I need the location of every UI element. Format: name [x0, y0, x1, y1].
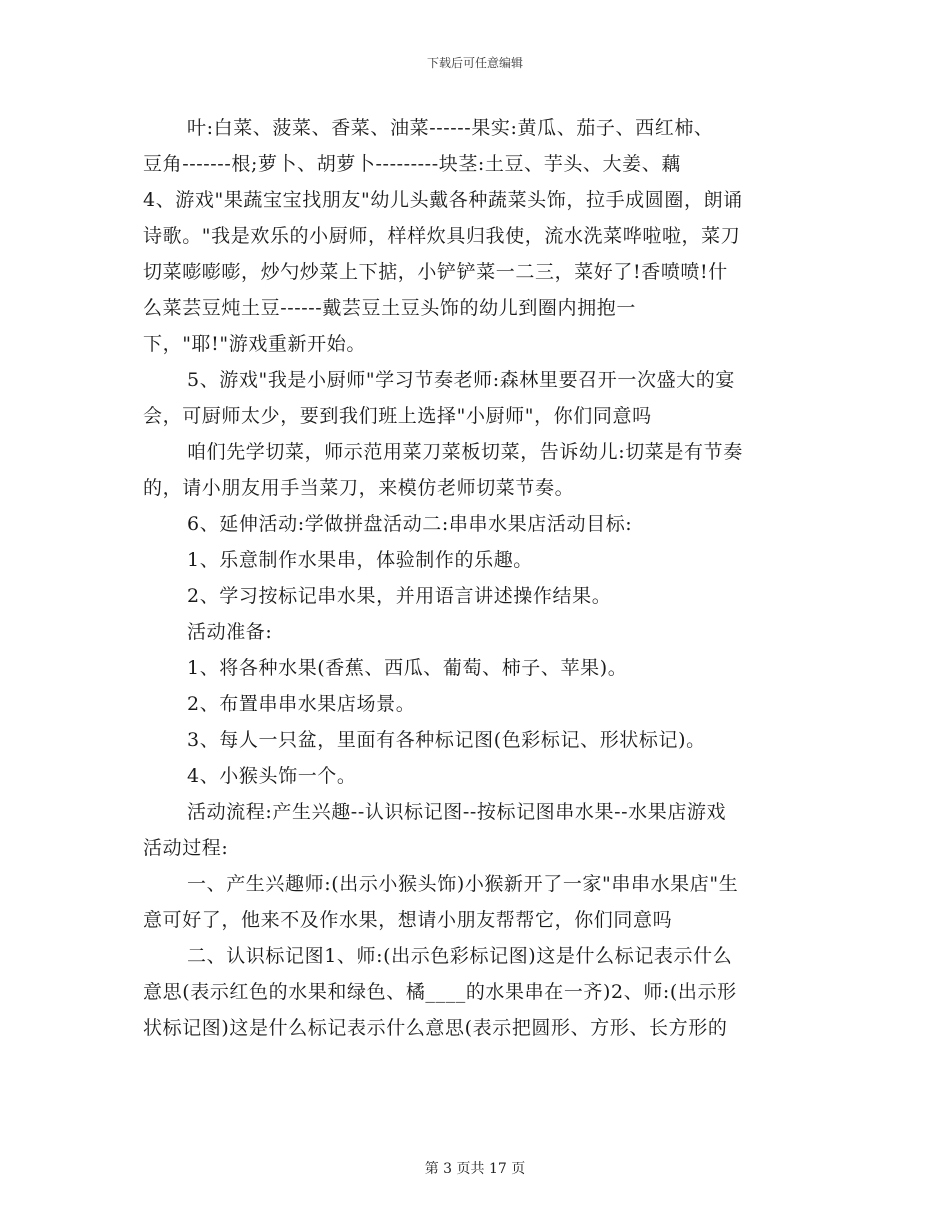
text-line: 5、游戏"我是小厨师"学习节奏老师:森林里要召开一次盛大的宴 — [187, 369, 735, 391]
text-line: 下，"耶!"游戏重新开始。 — [143, 333, 366, 355]
text-line: 2、布置串串水果店场景。 — [187, 693, 416, 715]
text-line: 会，可厨师太少，要到我们班上选择"小厨师"，你们同意吗 — [143, 405, 652, 427]
text-line: 切菜嘭嘭嘭，炒勺炒菜上下掂，小铲铲菜一二三，菜好了!香喷喷!什 — [143, 261, 728, 283]
text-line: 活动准备: — [187, 621, 273, 643]
text-line: 活动流程:产生兴趣--认识标记图--按标记图串水果--水果店游戏 — [187, 801, 727, 823]
text-line: 豆角-------根;萝卜、胡萝卜---------块茎:土豆、芋头、大姜、藕 — [143, 153, 681, 175]
text-line: 3、每人一只盆，里面有各种标记图(色彩标记、形状标记)。 — [187, 729, 706, 751]
page-header: 下载后可任意编辑 — [426, 56, 523, 70]
text-line: 诗歌。"我是欢乐的小厨师，样样炊具归我使，流水洗菜哗啦啦，菜刀 — [143, 225, 741, 247]
document-body — [143, 110, 811, 1046]
text-line: 1、将各种水果(香蕉、西瓜、葡萄、柿子、苹果)。 — [187, 657, 628, 679]
text-line: 的，请小朋友用手当菜刀，来模仿老师切菜节奏。 — [143, 477, 575, 499]
text-line: 1、乐意制作水果串，体验制作的乐趣。 — [187, 549, 533, 571]
text-line: 二、认识标记图1、师:(出示色彩标记图)这是什么标记表示什么 — [187, 945, 733, 967]
text-line: 活动过程: — [143, 837, 229, 859]
text-line: 状标记图)这是什么标记表示什么意思(表示把圆形、方形、长方形的 — [143, 1017, 728, 1039]
text-line: 4、小猴头饰一个。 — [187, 765, 357, 787]
text-line: 2、学习按标记串水果，并用语言讲述操作结果。 — [187, 585, 612, 607]
page-footer: 第 3 页共 17 页 — [424, 1161, 526, 1177]
text-line: 意可好了，他来不及作水果，想请小朋友帮帮它，你们同意吗 — [143, 909, 673, 931]
text-line: 4、游戏"果蔬宝宝找朋友"幼儿头戴各种蔬菜头饰，拉手成圆圈，朗诵 — [143, 189, 743, 211]
text-line: 么菜芸豆炖土豆------戴芸豆土豆头饰的幼儿到圈内拥抱一 — [143, 297, 636, 319]
text-line: 咱们先学切菜，师示范用菜刀菜板切菜，告诉幼儿:切菜是有节奏 — [187, 441, 743, 463]
text-line: 一、产生兴趣师:(出示小猴头饰)小猴新开了一家"串串水果店"生 — [187, 873, 739, 895]
text-line: 叶:白菜、菠菜、香菜、油菜------果实:黄瓜、茄子、西红柿、 — [187, 117, 714, 139]
text-line: 意思(表示红色的水果和绿色、橘____的水果串在一齐)2、师:(出示形 — [143, 981, 737, 1003]
text-line: 6、延伸活动:学做拼盘活动二:串串水果店活动目标: — [187, 513, 633, 535]
